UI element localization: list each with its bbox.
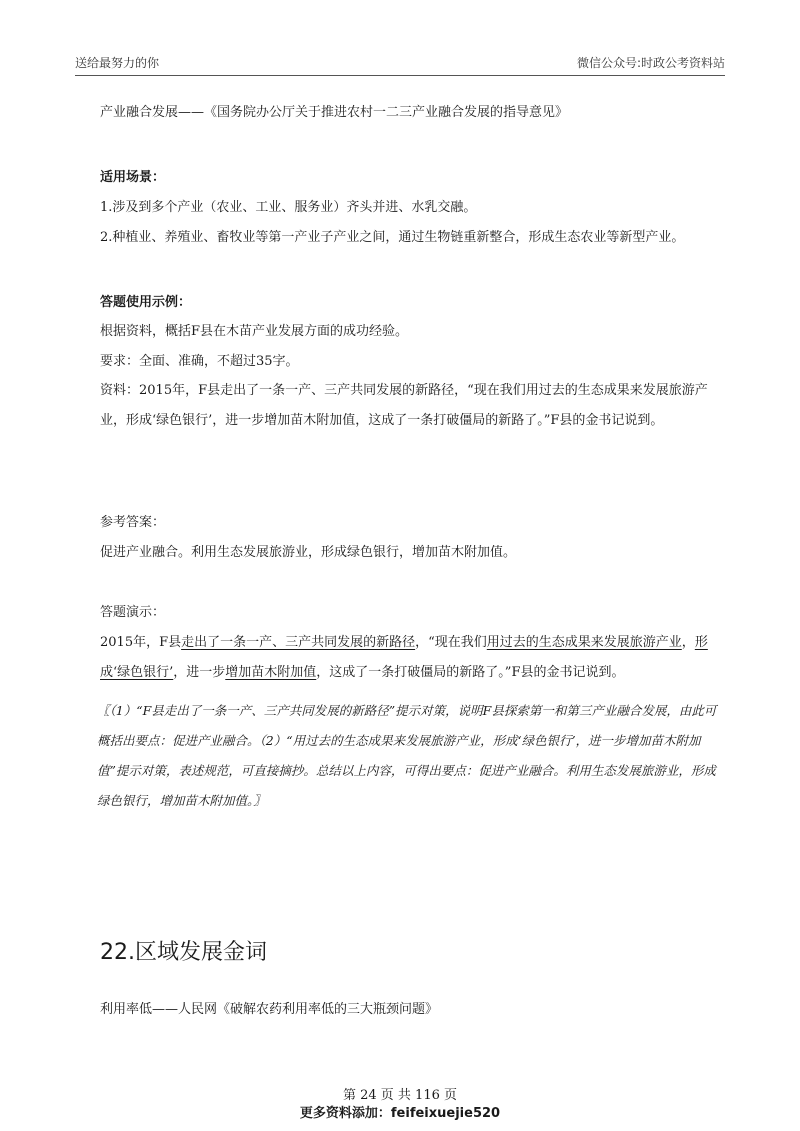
header-right-text: 微信公众号:时政公考资料站 xyxy=(576,56,725,70)
page-number: 第 24 页 共 116 页 xyxy=(342,1088,458,1103)
example-material: 资料：2015年，F县走出了一条一产、三产共同发展的新路径，“现在我们用过去的生态成果来发展旅游产业，形成‘绿色银行’，进一步增加苗木附加值，这成了一条打破僵局的新路了。”F县的金书记说到。 xyxy=(100,383,708,428)
demo-text: ，进一步 xyxy=(173,665,226,680)
answer-text: 促进产业融合。利用生态发展旅游业，形成绿色银行，增加苗木附加值。 xyxy=(100,545,517,560)
analysis-note: 〖（1）“F县走出了一条一产、三产共同发展的新路径”提示对策，说明F县探索第一和第三产业融合发展，由此可概括出要点：促进产业融合。（2）“用过去的生态成果来发展旅游产业，形成‘绿色银行’，进一步增加苗木附加值”提示对策，表述规范，可直接摘抄。总结以上内容，可得出要点：促进产业融合。利用生态发展旅游业，形成绿色银行，增加苗木附加值。〗 xyxy=(97,703,717,808)
answer-heading: 参考答案： xyxy=(100,515,166,530)
demo-text: ， xyxy=(681,635,695,650)
scenario-item-1: 1.涉及到多个产业（农业、工业、服务业）齐头并进、水乳交融。 xyxy=(100,200,477,215)
example-requirement: 要求：全面、准确，不超过35字。 xyxy=(100,354,299,369)
demo-underline: 增加苗木附加值 xyxy=(225,665,317,680)
section-first-line: 利用率低——人民网《破解农药利用率低的三大瓶颈问题》 xyxy=(100,1002,439,1017)
scenario-heading: 适用场景： xyxy=(100,170,166,185)
header-left-text: 送给最努力的你 xyxy=(75,56,160,70)
demo-underline: 形成‘绿色银行’ xyxy=(100,635,708,680)
example-heading: 答题使用示例： xyxy=(100,295,192,310)
topic-title-line: 产业融合发展——《国务院办公厅关于推进农村一二三产业融合发展的指导意见》 xyxy=(100,105,569,120)
header-divider xyxy=(75,75,725,76)
demo-underline: 用过去的生态成果来发展旅游产业 xyxy=(486,635,682,650)
section-title: 22.区域发展金词 xyxy=(100,940,267,965)
footer-promo: 更多资料添加：feifeixuejie520 xyxy=(299,1106,501,1121)
demo-text: ，这成了一条打破僵局的新路了。”F县的金书记说到。 xyxy=(316,665,625,680)
demo-underline: 走出了一条一产、三产共同发展的新路径 xyxy=(181,635,416,650)
demo-paragraph xyxy=(100,628,712,688)
demo-heading: 答题演示： xyxy=(100,605,166,620)
demo-text: ，“现在我们 xyxy=(415,635,487,650)
scenario-item-2: 2.种植业、养殖业、畜牧业等第一产业子产业之间，通过生物链重新整合，形成生态农业等新型产业。 xyxy=(100,230,685,245)
example-question: 根据资料，概括F县在木苗产业发展方面的成功经验。 xyxy=(100,324,409,339)
demo-text: 2015年，F县 xyxy=(100,635,182,650)
